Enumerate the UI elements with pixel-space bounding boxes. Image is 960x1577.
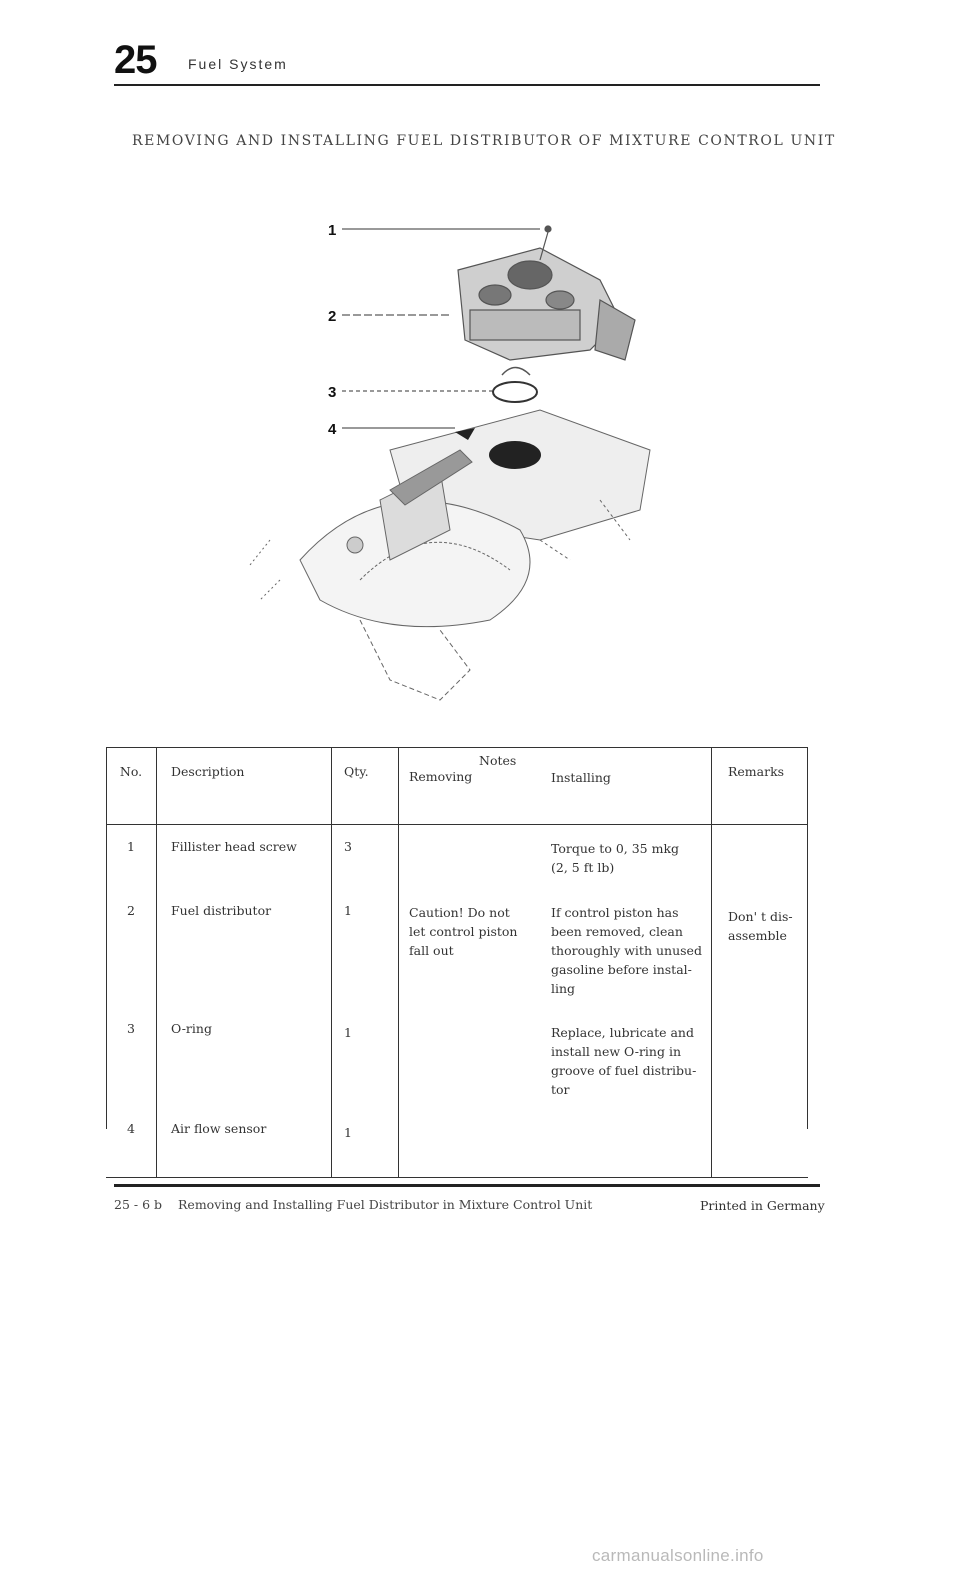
installing-line: tor: [551, 1082, 570, 1097]
row-removing: [399, 1099, 542, 1178]
row-description: Fuel distributor: [157, 901, 332, 1019]
header-installing: Installing: [541, 748, 712, 825]
header-removing: Removing: [409, 769, 473, 784]
row-description: O-ring: [157, 1019, 332, 1099]
installing-line: Torque to 0, 35 mkg: [551, 841, 680, 856]
installing-line: Replace, lubricate and: [551, 1025, 694, 1040]
remarks-line: Don' t dis-: [728, 909, 793, 924]
callout-2: 2: [328, 308, 337, 325]
callout-3: 3: [328, 384, 337, 401]
page-number: 25 - 6 b: [114, 1197, 163, 1212]
parts-table: [106, 747, 808, 1178]
footer-page-caption: Removing and Installing Fuel Distributor in Mixture Control Unit: [178, 1197, 593, 1212]
row-description: Fillister head screw: [157, 825, 332, 902]
section-title: Fuel System: [188, 56, 288, 72]
footer-rule: [114, 1184, 820, 1187]
row-qty: 1: [332, 1019, 399, 1099]
removing-line: fall out: [409, 943, 454, 958]
row-remarks: [712, 1099, 809, 1178]
printed-in-label: Printed in Germany: [700, 1198, 825, 1213]
installing-line: groove of fuel distribu-: [551, 1063, 697, 1078]
row-removing: [399, 901, 542, 1019]
installing-line: (2, 5 ft lb): [551, 860, 615, 875]
air-flow-sensor-drawing: [250, 410, 650, 700]
installing-line: If control piston has: [551, 905, 679, 920]
remarks-line: assemble: [728, 928, 787, 943]
o-ring-drawing: [493, 382, 537, 402]
header-qty: Qty.: [332, 748, 399, 825]
row-installing: [541, 1099, 712, 1178]
header-rule: [114, 84, 820, 86]
row-installing: [541, 901, 712, 1019]
row-remarks: [712, 825, 809, 902]
header-notes: Notes: [479, 753, 517, 768]
page-title: REMOVING AND INSTALLING FUEL DISTRIBUTOR OF MIXTURE CONTROL UNIT: [132, 133, 836, 149]
installing-line: thoroughly with unused: [551, 943, 702, 958]
row-removing: [399, 825, 542, 902]
table-header-row: [106, 748, 808, 825]
row-remarks: [712, 1019, 809, 1099]
installing-line: gasoline before instal-: [551, 962, 692, 977]
row-no: 2: [106, 901, 157, 1019]
callout-1: 1: [328, 222, 337, 239]
exploded-diagram: [240, 200, 680, 720]
installing-line: install new O-ring in: [551, 1044, 682, 1059]
callout-4: 4: [328, 421, 337, 438]
header-no: No.: [106, 748, 157, 825]
watermark: carmanualsonline.info: [592, 1546, 764, 1565]
table-row: [106, 825, 808, 902]
row-qty: 1: [332, 901, 399, 1019]
row-installing: [541, 1019, 712, 1099]
row-no: 1: [106, 825, 157, 902]
row-no: 4: [106, 1099, 157, 1178]
removing-line: Caution! Do not: [409, 905, 510, 920]
row-description: Air flow sensor: [157, 1099, 332, 1178]
footer-caption: [114, 1197, 592, 1212]
header-notes-removing-cell: [399, 748, 542, 825]
row-removing: [399, 1019, 542, 1099]
section-number: 25: [114, 38, 157, 82]
header-description: Description: [157, 748, 332, 825]
removing-line: let control piston: [409, 924, 518, 939]
fuel-distributor-drawing: [458, 226, 635, 360]
row-installing: [541, 825, 712, 902]
row-qty: 1: [332, 1099, 399, 1178]
installing-line: ling: [551, 981, 576, 996]
row-no: 3: [106, 1019, 157, 1099]
table-row: [106, 901, 808, 1019]
row-qty: 3: [332, 825, 399, 902]
table-row: [106, 1019, 808, 1099]
row-remarks: [712, 901, 809, 1019]
header-remarks: Remarks: [712, 748, 809, 825]
installing-line: been removed, clean: [551, 924, 683, 939]
table-row: [106, 1099, 808, 1178]
